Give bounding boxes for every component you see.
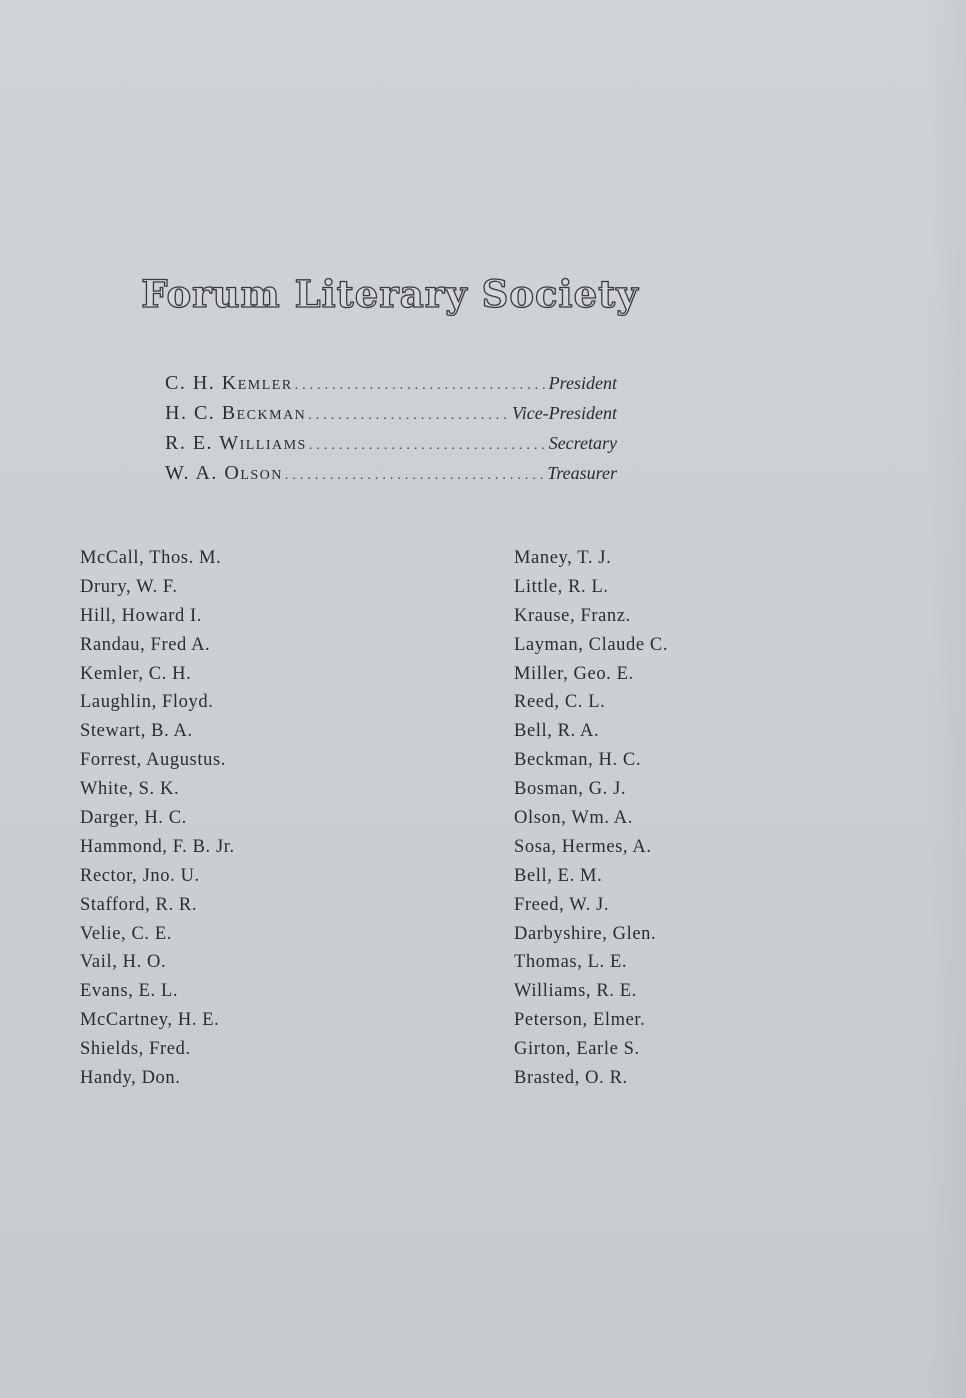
member-name: Peterson, Elmer. [514,1010,646,1031]
member-name: Laughlin, Floyd. [80,692,214,713]
member-name: Girton, Earle S. [514,1039,640,1060]
member-name: McCartney, H. E. [80,1010,220,1031]
member-name: Rector, Jno. U. [80,865,200,886]
member-name: Darbyshire, Glen. [514,923,657,944]
member-name: Reed, C. L. [514,692,606,713]
member-name: Forrest, Augustus. [80,750,226,771]
officer-row [165,432,617,462]
officer-title: Vice-President [512,403,617,423]
member-name: Olson, Wm. A. [514,808,633,829]
member-name: Thomas, L. E. [514,952,628,973]
officer-name: C. H. Kemler [165,372,293,394]
member-name: Miller, Geo. E. [514,663,634,684]
member-name: Williams, R. E. [514,981,637,1002]
officer-name: H. C. Beckman [165,402,307,424]
leader-dots [308,408,510,424]
member-name: Hammond, F. B. Jr. [80,836,235,857]
member-name: Sosa, Hermes, A. [514,836,652,857]
leader-dots [285,468,545,484]
member-name: Stewart, B. A. [80,721,193,742]
member-name: Stafford, R. R. [80,894,198,915]
officer-title: Secretary [548,433,617,453]
member-name: Beckman, H. C. [514,750,642,771]
member-name: Bell, R. A. [514,721,600,742]
member-name: McCall, Thos. M. [80,548,222,568]
member-name: Bosman, G. J. [514,779,627,800]
member-name: Krause, Franz. [514,605,631,626]
member-name: Shields, Fred. [80,1039,191,1060]
officer-title: Treasurer [547,463,617,483]
officer-row [165,372,617,402]
members-right-column [514,544,668,1093]
members-left-column [80,544,235,1093]
member-name: Kemler, C. H. [80,663,192,684]
member-name: White, S. K. [80,779,180,800]
member-name: Darger, H. C. [80,808,187,829]
officer-name: W. A. Olson [165,462,283,484]
member-name: Velie, C. E. [80,923,172,944]
member-name: Handy, Don. [80,1068,181,1089]
member-name: Freed, W. J. [514,894,610,915]
member-name: Hill, Howard I. [80,605,203,626]
officers-list [165,372,617,492]
officer-title: President [548,373,617,393]
member-name: Drury, W. F. [80,576,178,597]
member-name: Evans, E. L. [80,981,179,1002]
page-title: Forum Literary Society [141,272,639,316]
officer-name: R. E. Williams [165,432,307,454]
member-name: Brasted, O. R. [514,1068,628,1089]
member-name: Little, R. L. [514,576,609,597]
member-name: Bell, E. M. [514,865,603,886]
leader-dots [309,438,547,454]
officer-row [165,462,617,492]
officer-row [165,402,617,432]
member-name: Randau, Fred A. [80,634,211,655]
member-name: Layman, Claude C. [514,634,669,655]
member-name: Maney, T. J. [514,548,612,568]
page-edge-shadow [926,0,966,1398]
member-name: Vail, H. O. [80,952,167,973]
leader-dots [295,378,547,394]
